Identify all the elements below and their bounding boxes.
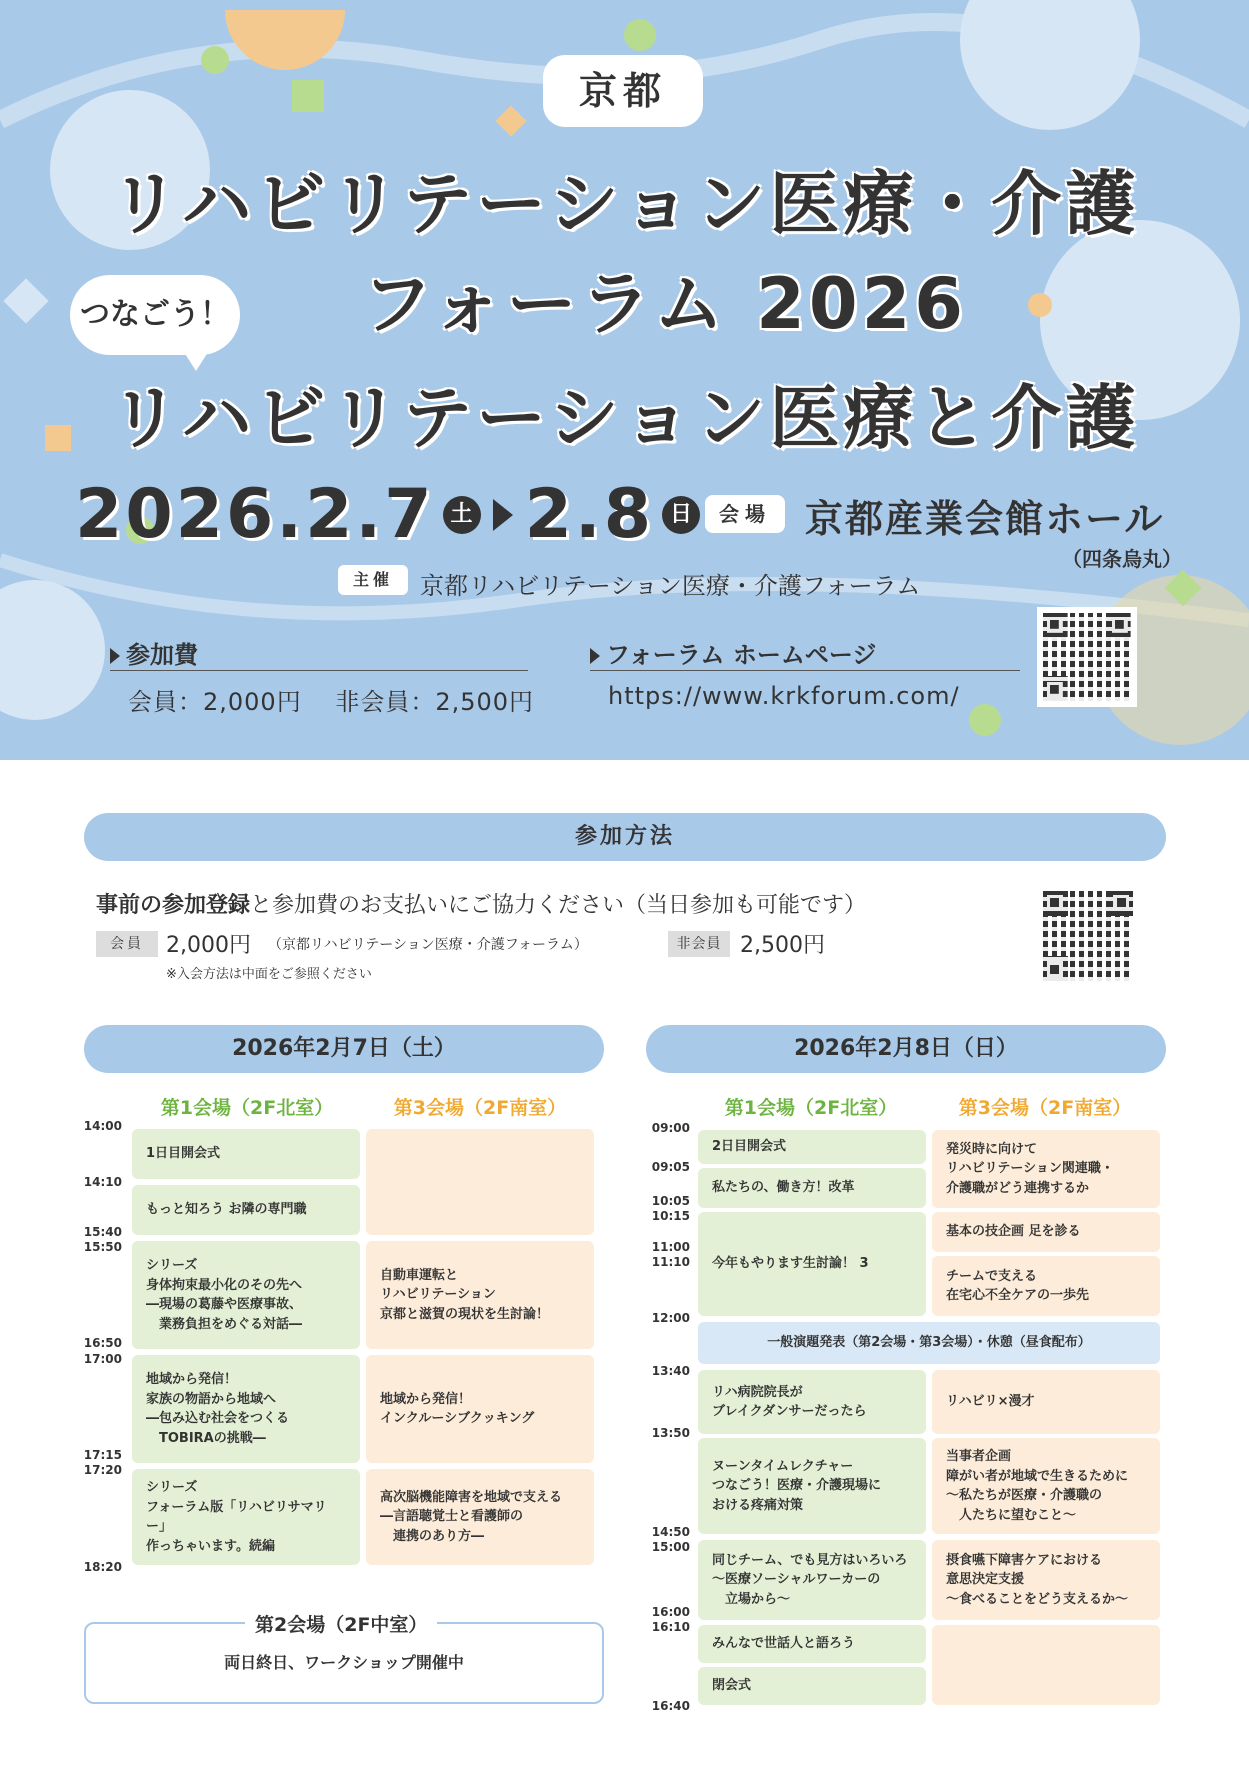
date-start: 2026.2.7 <box>75 475 435 554</box>
triangle-icon <box>590 648 600 664</box>
day2-date-heading: 2026年2月8日（日） <box>646 1025 1166 1073</box>
session-box: 今年もやります生討論！ 3 <box>698 1212 926 1316</box>
organizer-label: 主催 <box>338 565 408 595</box>
time-label: 17:20 <box>83 1463 122 1477</box>
session-box: ヌーンタイムレクチャー つなごう！医療・介護現場に おける疼痛対策 <box>698 1438 926 1534</box>
member-note: （京都リハビリテーション医療・介護フォーラム） <box>268 937 588 953</box>
title-line-1: リハビリテーション医療・介護 <box>109 163 1140 245</box>
session-box: 閉会式 <box>698 1667 926 1705</box>
time-label: 13:50 <box>651 1426 690 1440</box>
time-label: 14:10 <box>83 1175 122 1189</box>
session-box: 地域から発信！ インクルーシブクッキング <box>366 1355 594 1463</box>
time-label: 14:00 <box>83 1119 122 1133</box>
time-label: 16:10 <box>651 1620 690 1634</box>
time-label: 16:40 <box>651 1699 690 1713</box>
session-box: みんなで世話人と語ろう <box>698 1625 926 1663</box>
time-label: 13:40 <box>651 1364 690 1378</box>
session-box: 発災時に向けて リハビリテーション関連職・ 介護職がどう連携するか <box>932 1130 1160 1208</box>
hero-banner <box>0 0 1249 760</box>
date-end: 2.8 <box>524 475 655 554</box>
time-label: 14:50 <box>651 1525 690 1539</box>
time-label: 09:05 <box>651 1160 690 1174</box>
time-label: 17:00 <box>83 1352 122 1366</box>
homepage-url-link[interactable]: https://www.krkforum.com/ <box>608 682 960 710</box>
homepage-heading: フォーラム ホームページ <box>590 635 876 670</box>
session-box: 自動車運転と リハビリテーション 京都と滋賀の現状を生討論！ <box>366 1241 594 1349</box>
time-label: 11:10 <box>651 1255 690 1269</box>
session-box: リハビリ×漫才 <box>932 1370 1160 1434</box>
room2-text: 両日終日、ワークショップ開催中 <box>224 1653 464 1672</box>
day2-room3-heading: 第3会場（2F南室） <box>958 1097 1132 1119</box>
fee-heading: 参加費 <box>110 635 198 670</box>
session-box: 基本の技企画 足を診る <box>932 1212 1160 1252</box>
membership-note: ※入会方法は中面をご参照ください <box>166 967 372 982</box>
how-to-join-heading: 参加方法 <box>84 813 1166 861</box>
time-label: 17:15 <box>83 1448 122 1462</box>
session-box: シリーズ フォーラム版「リハビリサマリー」 作っちゃいます。続編 <box>132 1469 360 1565</box>
organizer-name: 京都リハビリテーション医療・介護フォーラム <box>420 572 921 600</box>
session-box: 同じチーム、でも見方はいろいろ 〜医療ソーシャルワーカーの 立場から〜 <box>698 1540 926 1620</box>
session-box: 当事者企画 障がい者が地域で生きるために 〜私たちが医療・介護職の 人たちに望むこと〜 <box>932 1438 1160 1534</box>
divider <box>110 670 528 671</box>
shared-session-box: 一般演題発表（第2会場・第3会場）・休憩（昼食配布） <box>698 1322 1160 1364</box>
room2-heading: 第2会場（2F中室） <box>245 1610 437 1637</box>
day1-room1-heading: 第1会場（2F北室） <box>160 1097 334 1119</box>
qr-code-icon[interactable] <box>1037 607 1137 707</box>
session-box: もっと知ろう お隣の専門職 <box>132 1185 360 1235</box>
session-box <box>366 1129 594 1235</box>
session-box <box>932 1625 1160 1705</box>
day-start-badge: 土 <box>443 496 481 534</box>
time-label: 16:50 <box>83 1336 122 1350</box>
event-dates <box>75 475 700 554</box>
fee-text: 会員：2,000円 非会員：2,500円 <box>128 688 535 716</box>
day1-date-heading: 2026年2月7日（土） <box>84 1025 604 1073</box>
how-to-join-text: 事前の参加登録と参加費のお支払いにご協力ください（当日参加も可能です） <box>96 893 867 918</box>
arrow-right-icon <box>493 499 513 531</box>
session-box: 2日目開会式 <box>698 1130 926 1164</box>
time-label: 10:05 <box>651 1194 690 1208</box>
session-box: シリーズ 身体拘束最小化のその先へ ―現場の葛藤や医療事故、 業務負担をめぐる対話― <box>132 1241 360 1349</box>
venue-location: （四条烏丸） <box>1062 547 1182 571</box>
title-line-2: フォーラム 2026 <box>362 263 967 345</box>
session-box: 高次脳機能障害を地域で支える ―言語聴覚士と看護師の 連携のあり方― <box>366 1469 594 1565</box>
session-box: 1日目開会式 <box>132 1129 360 1179</box>
time-label: 18:20 <box>83 1560 122 1574</box>
time-label: 15:40 <box>83 1225 122 1239</box>
nonmember-price: 2,500円 <box>740 933 825 958</box>
time-label: 15:50 <box>83 1240 122 1254</box>
region-tag: 京都 <box>543 55 703 127</box>
day2-room1-heading: 第1会場（2F北室） <box>724 1097 898 1119</box>
nonmember-label: 非会員 <box>668 931 730 957</box>
title-line-3: リハビリテーション医療と介護 <box>109 377 1140 459</box>
time-label: 12:00 <box>651 1311 690 1325</box>
venue-name: 京都産業会館ホール <box>805 497 1165 541</box>
time-label: 16:00 <box>651 1605 690 1619</box>
session-box: リハ病院院長が ブレイクダンサーだったら <box>698 1370 926 1434</box>
time-label: 11:00 <box>651 1240 690 1254</box>
time-label: 10:15 <box>651 1209 690 1223</box>
session-box: 私たちの、働き方！改革 <box>698 1168 926 1208</box>
session-box: チームで支える 在宅心不全ケアの一歩先 <box>932 1256 1160 1316</box>
day-end-badge: 日 <box>662 496 700 534</box>
member-price: 2,000円 <box>166 933 251 958</box>
divider <box>590 670 1020 671</box>
venue-label: 会場 <box>705 495 785 533</box>
day1-room3-heading: 第3会場（2F南室） <box>393 1097 567 1119</box>
qr-code-icon[interactable] <box>1040 888 1136 984</box>
session-box: 地域から発信！ 家族の物語から地域へ ―包み込む社会をつくる TOBIRAの挑戦― <box>132 1355 360 1463</box>
speech-bubble: つなごう！ <box>70 275 240 355</box>
time-label: 15:00 <box>651 1540 690 1554</box>
triangle-icon <box>110 648 120 664</box>
time-label: 09:00 <box>651 1121 690 1135</box>
member-label: 会員 <box>96 931 158 957</box>
session-box: 摂食嚥下障害ケアにおける 意思決定支援 〜食べることをどう支えるか〜 <box>932 1540 1160 1620</box>
